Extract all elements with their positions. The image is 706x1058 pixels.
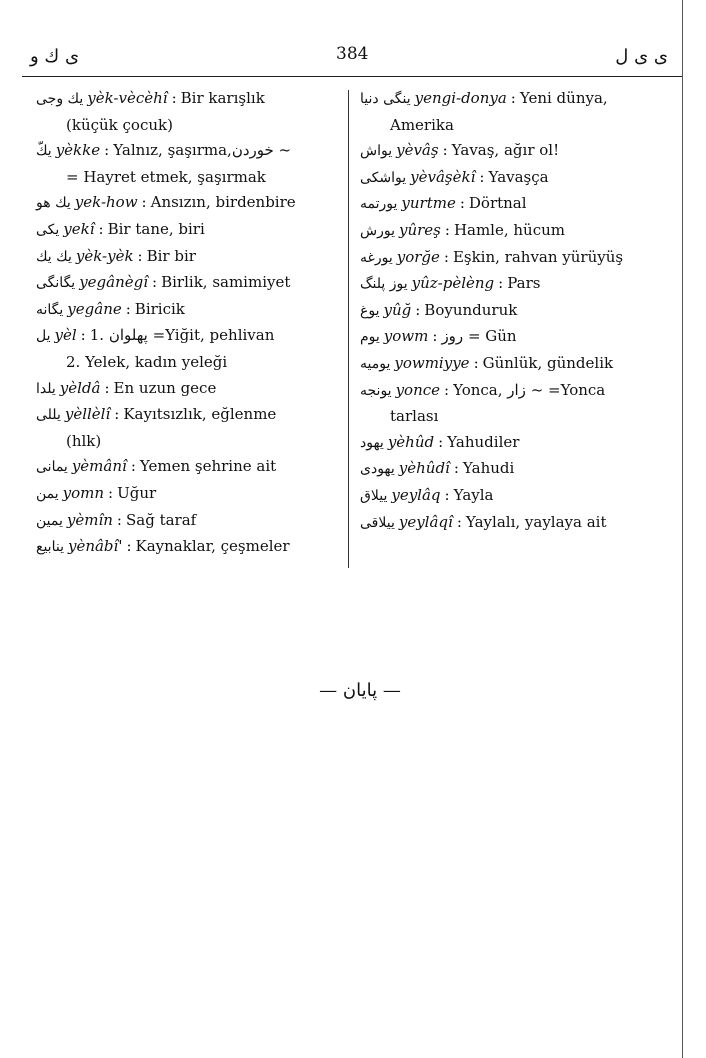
entry-separator: : bbox=[125, 299, 131, 318]
entry-head-line bbox=[36, 534, 336, 561]
entry-head-line bbox=[36, 402, 336, 429]
entry-head-line bbox=[360, 298, 660, 325]
entry-arabic-script: ینگی دنیا bbox=[360, 91, 411, 107]
entry-separator: : bbox=[104, 378, 110, 397]
entry-separator: : bbox=[141, 193, 147, 212]
entry-separator: : bbox=[171, 89, 177, 107]
entry-arabic-script: یكّ bbox=[36, 143, 52, 160]
entry-continuation: tarlası bbox=[390, 407, 439, 426]
entry-transliteration: yeylâq bbox=[391, 485, 441, 504]
entry-head-line bbox=[360, 165, 660, 192]
entry-arabic-script: یهودی bbox=[360, 461, 395, 478]
end-mark: — پایان — bbox=[319, 680, 401, 701]
entry-head-line bbox=[36, 323, 336, 350]
dictionary-entry bbox=[360, 86, 660, 138]
entry-definition: Yahudiler bbox=[447, 432, 520, 451]
dictionary-entry bbox=[36, 138, 336, 190]
dictionary-entry bbox=[36, 244, 336, 271]
page-number: 384 bbox=[336, 44, 369, 64]
entry-separator: : bbox=[444, 485, 450, 504]
dictionary-entry bbox=[360, 191, 660, 218]
dictionary-entry bbox=[360, 245, 660, 272]
dictionary-entry bbox=[36, 402, 336, 454]
entry-head-line bbox=[360, 378, 660, 405]
dictionary-entry bbox=[360, 456, 660, 483]
entry-transliteration: yèhûd bbox=[387, 432, 435, 451]
dictionary-entry bbox=[360, 510, 660, 537]
dictionary-entry bbox=[36, 297, 336, 324]
entry-separator: : bbox=[126, 537, 132, 556]
dictionary-entry bbox=[360, 430, 660, 457]
entry-head-line bbox=[360, 456, 660, 483]
entry-arabic-script: یكی bbox=[36, 221, 60, 238]
entry-continuation: 2. Yelek, kadın yeleği bbox=[66, 352, 228, 371]
entry-definition: Eşkin, rahvan yürüyüş bbox=[452, 247, 624, 266]
entry-definition: Yeni dünya, bbox=[519, 89, 608, 107]
entry-head-line bbox=[360, 351, 660, 378]
entry-definition: Uğur bbox=[117, 483, 157, 502]
entry-transliteration: yeylâqî bbox=[398, 512, 453, 531]
entry-definition: روز = Gün bbox=[441, 327, 517, 346]
entry-head-line bbox=[36, 376, 336, 403]
entry-separator: : bbox=[415, 300, 421, 319]
entry-continuation: = Hayret etmek, şaşırmak bbox=[66, 167, 266, 186]
entry-transliteration: yonce bbox=[395, 380, 441, 399]
entry-arabic-script: یهود bbox=[360, 434, 384, 451]
entry-transliteration: yegâne bbox=[67, 299, 122, 318]
entry-head-line bbox=[360, 218, 660, 245]
entry-definition: Pars bbox=[507, 274, 541, 293]
dictionary-entry bbox=[360, 271, 660, 298]
entry-transliteration: yèk-yèk bbox=[75, 246, 134, 265]
dictionary-entry bbox=[360, 138, 660, 165]
entry-transliteration: yek-how bbox=[74, 193, 138, 212]
entry-head-line bbox=[360, 86, 660, 113]
entry-head-line bbox=[360, 271, 660, 298]
header-right-letters: ی ی ل bbox=[615, 46, 668, 67]
entry-arabic-script: یل bbox=[36, 328, 51, 345]
entry-head-line bbox=[36, 481, 336, 508]
entry-transliteration: yèvâşèkî bbox=[410, 167, 476, 186]
page-header bbox=[22, 40, 682, 77]
entry-head-line bbox=[360, 510, 660, 537]
entry-definition: 1. پهلوان =Yiğit, pehlivan bbox=[89, 326, 275, 345]
entry-arabic-script: یگانه bbox=[36, 301, 64, 318]
entry-arabic-script: یورش bbox=[360, 222, 395, 239]
header-left-letters: ی ك و bbox=[30, 46, 80, 67]
entry-arabic-script: ینابیع bbox=[36, 539, 64, 556]
entry-head-line bbox=[36, 86, 336, 113]
entry-arabic-script: یك وجی bbox=[36, 91, 84, 107]
entry-transliteration: yèvâş bbox=[396, 141, 439, 160]
entry-definition: Yalnız, şaşırma,‫خوردن‬ ~ bbox=[113, 141, 292, 160]
dictionary-entry bbox=[36, 481, 336, 508]
dictionary-entry bbox=[36, 323, 336, 375]
entry-transliteration: yurtme bbox=[401, 194, 456, 213]
entry-separator: : bbox=[130, 457, 136, 476]
entry-head-line bbox=[36, 217, 336, 244]
entry-separator: : bbox=[104, 141, 110, 160]
dictionary-entry bbox=[36, 534, 336, 561]
entry-transliteration: yèl bbox=[54, 326, 77, 345]
entry-separator: : bbox=[459, 194, 465, 213]
dictionary-entry bbox=[36, 508, 336, 535]
entry-transliteration: yèhûdî bbox=[398, 459, 450, 478]
entry-arabic-script: یورغه bbox=[360, 249, 393, 266]
entry-definition: Bir tane, biri bbox=[107, 219, 205, 238]
entry-separator: : bbox=[444, 220, 450, 239]
entry-arabic-script: یك یك bbox=[36, 248, 72, 265]
entry-arabic-script: یمن bbox=[36, 485, 59, 502]
dictionary-entry bbox=[36, 454, 336, 481]
dictionary-entry bbox=[360, 483, 660, 510]
entry-definition: Birlik, samimiyet bbox=[161, 273, 291, 292]
entry-transliteration: yorğe bbox=[396, 247, 440, 266]
entry-arabic-script: یللی bbox=[36, 407, 61, 424]
entry-arabic-script: یوز پلنگ bbox=[360, 276, 408, 293]
entry-separator: : bbox=[442, 141, 448, 160]
entry-arabic-script: یونجه bbox=[360, 382, 392, 399]
dictionary-entry bbox=[360, 218, 660, 245]
dictionary-entry bbox=[360, 351, 660, 378]
entry-separator: : bbox=[152, 273, 158, 292]
entry-definition: Yonca, زار ~ =Yonca bbox=[453, 380, 606, 399]
entry-separator: : bbox=[137, 246, 143, 265]
entry-separator: : bbox=[473, 353, 479, 372]
entry-definition: Boyunduruk bbox=[424, 300, 518, 319]
entry-head-line bbox=[36, 297, 336, 324]
entry-separator: : bbox=[108, 483, 114, 502]
entry-definition: Yayla bbox=[453, 485, 494, 504]
entry-head-line bbox=[36, 138, 336, 165]
entry-separator: : bbox=[80, 326, 86, 345]
entry-definition: Yaylalı, yaylaya ait bbox=[465, 512, 607, 531]
entry-arabic-script: ییلاق bbox=[360, 487, 388, 504]
entry-definition: Yavaşça bbox=[488, 167, 549, 186]
entry-continuation: (küçük çocuk) bbox=[66, 115, 173, 134]
dictionary-entry bbox=[360, 378, 660, 430]
entry-separator: : bbox=[444, 380, 450, 399]
entry-definition: En uzun gece bbox=[113, 378, 217, 397]
entry-transliteration: yèk-vècèhî bbox=[87, 89, 168, 107]
entry-separator: : bbox=[98, 219, 104, 238]
entry-transliteration: yèkke bbox=[55, 141, 101, 160]
entry-head-line bbox=[360, 324, 660, 351]
entry-transliteration: yèldâ bbox=[59, 378, 101, 397]
entry-arabic-script: یگانگی bbox=[36, 275, 76, 292]
entry-transliteration: yènâbî' bbox=[67, 537, 123, 556]
entry-definition: Hamle, hücum bbox=[453, 220, 566, 239]
entry-separator: : bbox=[432, 327, 438, 346]
entry-definition: Günlük, gündelik bbox=[482, 353, 614, 372]
entry-transliteration: yûreş bbox=[398, 220, 441, 239]
entry-transliteration: yûğ bbox=[383, 300, 412, 319]
entry-arabic-script: یورتمه bbox=[360, 196, 398, 213]
entry-arabic-script: یمین bbox=[36, 512, 63, 529]
entry-arabic-script: یمانی bbox=[36, 459, 68, 476]
entry-continuation: Amerika bbox=[390, 115, 454, 134]
entry-definition: Sağ taraf bbox=[125, 510, 197, 529]
entry-arabic-script: یوم bbox=[360, 329, 380, 346]
entry-separator: : bbox=[443, 247, 449, 266]
entry-transliteration: yomn bbox=[62, 483, 105, 502]
entry-definition: Yemen şehrine ait bbox=[139, 457, 277, 476]
entry-transliteration: yowmiyye bbox=[394, 353, 470, 372]
dictionary-entry bbox=[36, 86, 336, 138]
right-column bbox=[360, 86, 660, 536]
entry-arabic-script: یوغ bbox=[360, 302, 380, 319]
entry-definition: Dörtnal bbox=[468, 194, 527, 213]
entry-definition: Kayıtsızlık, eğlenme bbox=[123, 405, 277, 424]
entry-definition: Ansızın, birdenbire bbox=[150, 193, 296, 212]
dictionary-entry bbox=[36, 270, 336, 297]
entry-continuation: (hlk) bbox=[66, 431, 102, 450]
entry-head-line bbox=[360, 483, 660, 510]
entry-separator: : bbox=[114, 405, 120, 424]
entry-transliteration: yekî bbox=[63, 219, 95, 238]
entry-arabic-script: ییلاقی bbox=[360, 514, 395, 531]
entry-head-line bbox=[36, 270, 336, 297]
dictionary-entry bbox=[360, 298, 660, 325]
entry-arabic-script: یلدا bbox=[36, 380, 56, 397]
entry-arabic-script: یواشکی bbox=[360, 169, 407, 186]
entry-separator: : bbox=[456, 512, 462, 531]
entry-head-line bbox=[36, 508, 336, 535]
dictionary-entry bbox=[36, 376, 336, 403]
dictionary-entry bbox=[36, 217, 336, 244]
left-column bbox=[36, 86, 336, 561]
entry-transliteration: yèllèlî bbox=[64, 405, 111, 424]
entry-head-line bbox=[360, 191, 660, 218]
entry-definition: Yahudi bbox=[462, 459, 515, 478]
entry-separator: : bbox=[479, 167, 485, 186]
entry-head-line bbox=[36, 244, 336, 271]
entry-definition: Kaynaklar, çeşmeler bbox=[135, 537, 290, 556]
page-edge-rule bbox=[682, 0, 683, 1058]
entry-transliteration: yegânègî bbox=[79, 273, 149, 292]
entry-arabic-script: یومیه bbox=[360, 355, 391, 372]
entry-separator: : bbox=[116, 510, 122, 529]
entry-head-line bbox=[360, 138, 660, 165]
entry-definition: Bir bir bbox=[146, 246, 196, 265]
dictionary-entry bbox=[360, 324, 660, 351]
entry-head-line bbox=[360, 430, 660, 457]
entry-arabic-script: یواش bbox=[360, 143, 393, 160]
dictionary-entry bbox=[36, 190, 336, 217]
entry-transliteration: yowm bbox=[383, 327, 429, 346]
entry-separator: : bbox=[498, 274, 504, 293]
entry-separator: : bbox=[438, 432, 444, 451]
column-divider bbox=[348, 90, 349, 568]
entry-arabic-script: یك هو bbox=[36, 195, 71, 212]
entry-transliteration: yengi-donya bbox=[414, 89, 507, 107]
entry-definition: Yavaş, ağır ol! bbox=[451, 141, 560, 160]
entry-definition: Bir karışlık bbox=[180, 89, 265, 107]
entry-transliteration: yûz-pèlèng bbox=[411, 274, 495, 293]
entry-head-line bbox=[36, 454, 336, 481]
entry-separator: : bbox=[510, 89, 516, 107]
entry-head-line bbox=[36, 190, 336, 217]
entry-transliteration: yèmânî bbox=[71, 457, 127, 476]
entry-head-line bbox=[360, 245, 660, 272]
entry-separator: : bbox=[453, 459, 459, 478]
entry-transliteration: yèmîn bbox=[66, 510, 113, 529]
dictionary-entry bbox=[360, 165, 660, 192]
entry-definition: Biricik bbox=[134, 299, 185, 318]
